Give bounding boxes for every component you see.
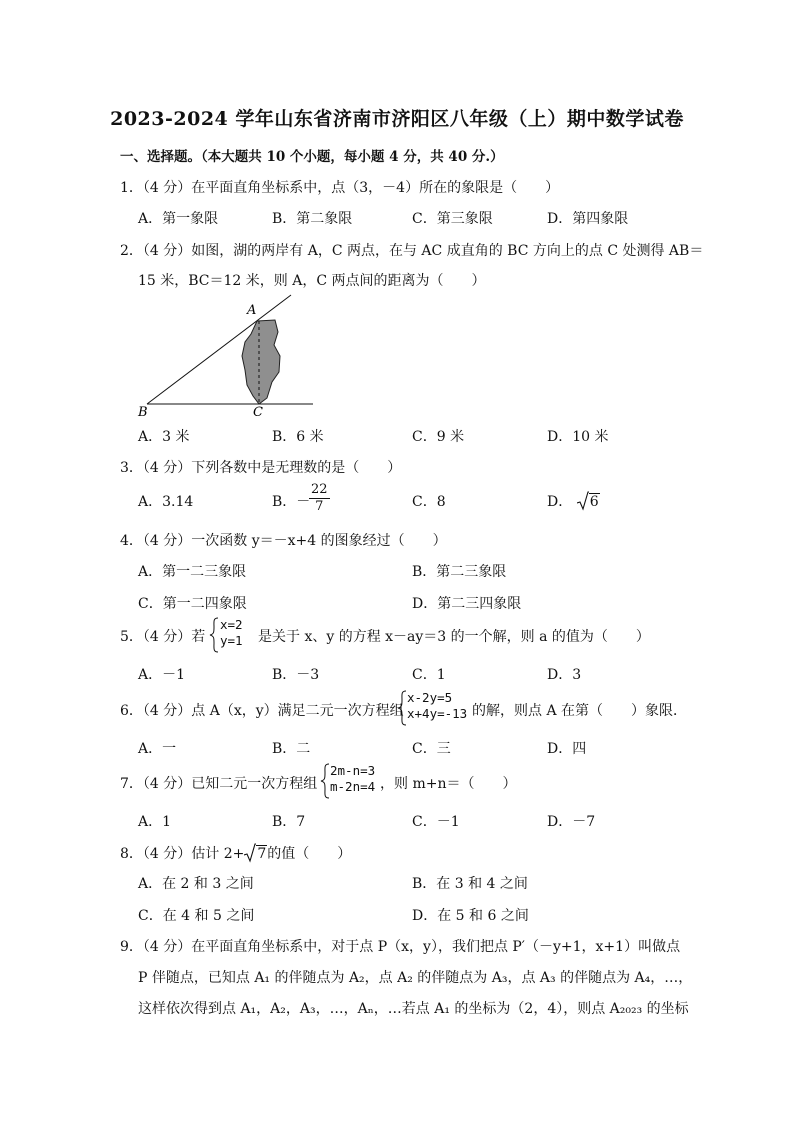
q7-equation-1: 2m-n=3 bbox=[330, 763, 376, 778]
q2-option-c: C．9 米 bbox=[412, 429, 465, 445]
q7-option-c: C．－1 bbox=[412, 814, 460, 830]
question-2-stem-line2: 15 米，BC＝12 米，则 A，C 两点间的距离为（ ） bbox=[138, 273, 486, 289]
q8-option-b: B．在 3 和 4 之间 bbox=[412, 876, 528, 892]
q6-option-d: D．四 bbox=[547, 741, 587, 757]
label-a: A bbox=[247, 303, 257, 318]
q7-option-a: A．1 bbox=[138, 814, 172, 830]
q1-option-d: D．第四象限 bbox=[547, 211, 629, 227]
q3-option-d-label: D． bbox=[547, 494, 573, 510]
question-8-stem-post: 的值（ ） bbox=[267, 846, 352, 862]
brace-icon bbox=[397, 690, 407, 726]
question-2-stem-line1: 2．（4 分）如图，湖的两岸有 A，C 两点，在与 AC 成直角的 BC 方向上的点 C 处测得 AB＝ bbox=[120, 243, 704, 259]
question-7-stem-post: ，则 m+n＝（ ） bbox=[380, 776, 517, 792]
q1-option-a: A．第一象限 bbox=[138, 211, 219, 227]
question-5-stem-post: 是关于 x、y 的方程 x－ay＝3 的一个解，则 a 的值为（ ） bbox=[258, 629, 650, 645]
brace-icon bbox=[209, 617, 219, 653]
q7-equation-system bbox=[330, 763, 375, 795]
q1-option-c: C．第三象限 bbox=[412, 211, 493, 227]
q3-option-a: A．3.14 bbox=[138, 494, 194, 510]
q8-option-c: C．在 4 和 5 之间 bbox=[138, 908, 255, 924]
question-4-stem: 4．（4 分）一次函数 y＝－x+4 的图象经过（ ） bbox=[120, 533, 447, 549]
lake-shape bbox=[242, 320, 280, 404]
label-b: B bbox=[138, 405, 148, 420]
q8-sqrt-value: 7 bbox=[257, 846, 267, 862]
lake-triangle-figure bbox=[135, 290, 335, 420]
q3-option-d bbox=[547, 491, 600, 511]
question-5-stem-pre: 5．（4 分）若 bbox=[120, 629, 206, 645]
q5-option-a: A．－1 bbox=[138, 667, 186, 683]
q3-fraction bbox=[309, 482, 330, 515]
page-title: 2023-2024 学年山东省济南市济阳区八年级（上）期中数学试卷 bbox=[110, 108, 684, 130]
question-6-stem-post: 的解，则点 A 在第（ ）象限． bbox=[472, 703, 688, 719]
brace-icon bbox=[320, 763, 330, 799]
q5-equation-2: y=1 bbox=[220, 633, 243, 648]
q3-sqrt-value: 6 bbox=[589, 494, 599, 510]
q1-option-b: B．第二象限 bbox=[272, 211, 353, 227]
q2-option-b: B．6 米 bbox=[272, 429, 324, 445]
section-heading: 一、选择题。（本大题共 10 个小题，每小题 4 分，共 40 分.） bbox=[120, 149, 504, 165]
question-8-stem-pre: 8．（4 分）估计 2+ bbox=[120, 846, 245, 862]
q4-option-d: D．第二三四象限 bbox=[412, 596, 522, 612]
question-7-stem-pre: 7．（4 分）已知二元一次方程组 bbox=[120, 776, 318, 792]
q6-option-b: B．二 bbox=[272, 741, 311, 757]
q5-equation-system bbox=[220, 617, 243, 649]
q5-option-b: B．－3 bbox=[272, 667, 320, 683]
q4-option-c: C．第一二四象限 bbox=[138, 596, 247, 612]
question-9-line2: P 伴随点，已知点 A₁ 的伴随点为 A₂，点 A₂ 的伴随点为 A₃，点 A₃ 的伴随点为 A₄，…， bbox=[138, 970, 693, 986]
question-9-line1: 9．（4 分）在平面直角坐标系中，对于点 P（x，y），我们把点 P′（－y+1，x+1）叫做点 bbox=[120, 939, 681, 955]
sqrt-icon bbox=[577, 491, 589, 511]
q5-option-c: C．1 bbox=[412, 667, 446, 683]
q8-option-a: A．在 2 和 3 之间 bbox=[138, 876, 254, 892]
question-3-stem: 3．（4 分）下列各数中是无理数的是（ ） bbox=[120, 460, 402, 476]
q2-option-d: D．10 米 bbox=[547, 429, 609, 445]
fraction-denominator: 7 bbox=[315, 499, 324, 514]
q3-option-b: B．－ bbox=[272, 494, 311, 510]
fraction-numerator: 22 bbox=[311, 482, 328, 497]
sqrt-icon bbox=[244, 843, 256, 863]
q7-option-d: D．－7 bbox=[547, 814, 596, 830]
q2-option-a: A．3 米 bbox=[138, 429, 190, 445]
label-c: C bbox=[253, 405, 263, 420]
q7-equation-2: m-2n=4 bbox=[330, 779, 376, 794]
q3-option-c: C．8 bbox=[412, 494, 446, 510]
q6-equation-1: x-2y=5 bbox=[407, 690, 453, 705]
question-6-stem-pre: 6．（4 分）点 A（x，y）满足二元一次方程组 bbox=[120, 703, 404, 719]
q4-option-b: B．第二三象限 bbox=[412, 564, 507, 580]
question-1-stem: 1．（4 分）在平面直角坐标系中，点（3，－4）所在的象限是（ ） bbox=[120, 180, 560, 196]
q4-option-a: A．第一二三象限 bbox=[138, 564, 247, 580]
q5-equation-1: x=2 bbox=[220, 617, 243, 632]
q5-option-d: D．3 bbox=[547, 667, 582, 683]
q8-option-d: D．在 5 和 6 之间 bbox=[412, 908, 529, 924]
q6-option-a: A．一 bbox=[138, 741, 177, 757]
q7-option-b: B．7 bbox=[272, 814, 306, 830]
q6-option-c: C．三 bbox=[412, 741, 451, 757]
question-8-stem bbox=[120, 843, 351, 863]
q6-equation-system bbox=[407, 690, 467, 722]
q6-equation-2: x+4y=-13 bbox=[407, 706, 468, 721]
question-9-line3: 这样依次得到点 A₁，A₂，A₃，…，Aₙ，…若点 A₁ 的坐标为（2，4），则点 A₂₀₂₃ 的坐标 bbox=[138, 1001, 689, 1017]
